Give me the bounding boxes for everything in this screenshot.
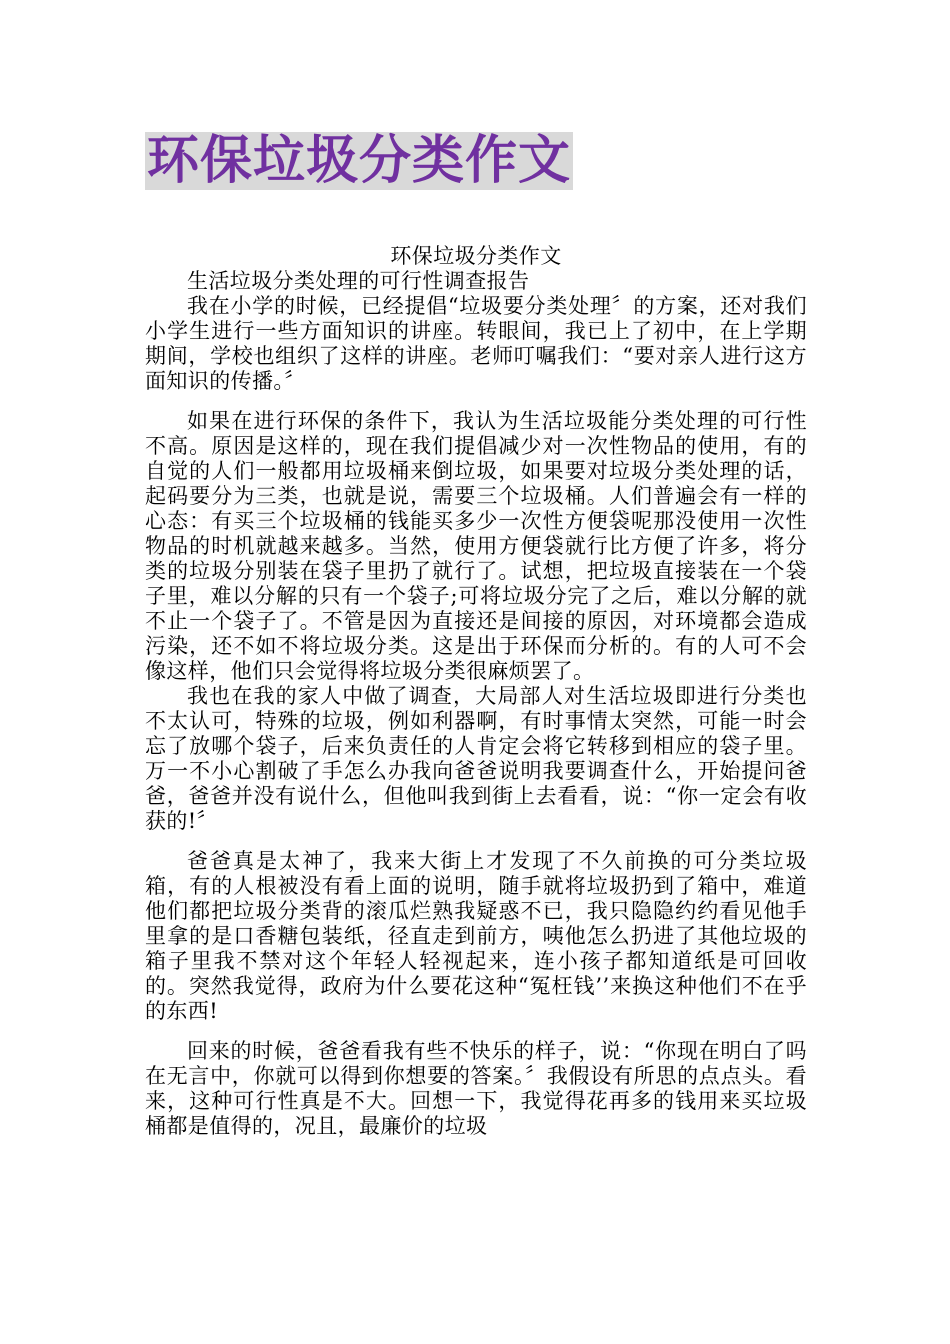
- paragraph: 如果在进行环保的条件下，我认为生活垃圾能分类处理的可行性不高。原因是这样的，现在我们提倡减少对一次性物品的使用，有的自觉的人们一般都用垃圾桶来倒垃圾，如果要对垃圾分类处理的话，起码要分为三类，也就是说，需要三个垃圾桶。人们普遍会有一样的心态：有买三个垃圾桶的钱能买多少一次性方便袋呢那没使用一次性物品的时机就越来越多。当然，使用方便袋就行比方便了许多，将分类的垃圾分别装在袋子里扔了就行了。试想，把垃圾直接装在一个袋子里，难以分解的只有一个袋子;可将垃圾分完了之后，难以分解的就不止一个袋子了。不管是因为直接还是间接的原因，对环境都会造成污染，还不如不将垃圾分类。这是出于环保而分析的。有的人可不会像这样，他们只会觉得将垃圾分类很麻烦罢了。: [145, 409, 807, 683]
- document-body: [145, 244, 807, 1139]
- paragraph: 爸爸真是太神了，我来大街上才发现了不久前换的可分类垃圾箱，有的人根被没有看上面的说明，随手就将垃圾扔到了箱中，难道他们都把垃圾分类背的滚瓜烂熟我疑惑不已，我只隐隐约约看见他手里拿的是口香糖包装纸，径直走到前方，咦他怎么扔进了其他垃圾的箱子里我不禁对这个年轻人轻视起来，连小孩子都知道纸是可回收的。突然我觉得，政府为什么要花这种“冤枉钱’’来换这种他们不在乎的东西!: [145, 849, 807, 1023]
- document-heading: 环保垃圾分类作文: [390, 244, 562, 268]
- banner-title: 环保垃圾分类作文: [147, 131, 572, 191]
- paragraph: 我也在我的家人中做了调查，大局部人对生活垃圾即进行分类也不太认可，特殊的垃圾，例如利器啊，有时事情太突然，可能一时会忘了放哪个袋子，后来负责任的人肯定会将它转移到相应的袋子里。万一不小心割破了手怎么办我向爸爸说明我要调查什么，开始提问爸爸，爸爸并没有说什么，但他叫我到街上去看看，说：“你一定会有收获的!〞: [145, 684, 807, 833]
- paragraph: 回来的时候，爸爸看我有些不快乐的样子，说：“你现在明白了吗在无言中，你就可以得到你想要的答案。〞我假设有所思的点点头。看来，这种可行性真是不大。回想一下，我觉得花再多的钱用来买垃圾桶都是值得的，况且，最廉价的垃圾: [145, 1039, 807, 1138]
- document-subheading: 生活垃圾分类处理的可行性调查报告: [187, 269, 530, 293]
- paragraph: 我在小学的时候，已经提倡“垃圾要分类处理〞的方案，还对我们小学生进行一些方面知识的讲座。转眼间，我已上了初中，在上学期期间，学校也组织了这样的讲座。老师叮嘱我们：“要对亲人进行这方面知识的传播。〞: [145, 294, 807, 393]
